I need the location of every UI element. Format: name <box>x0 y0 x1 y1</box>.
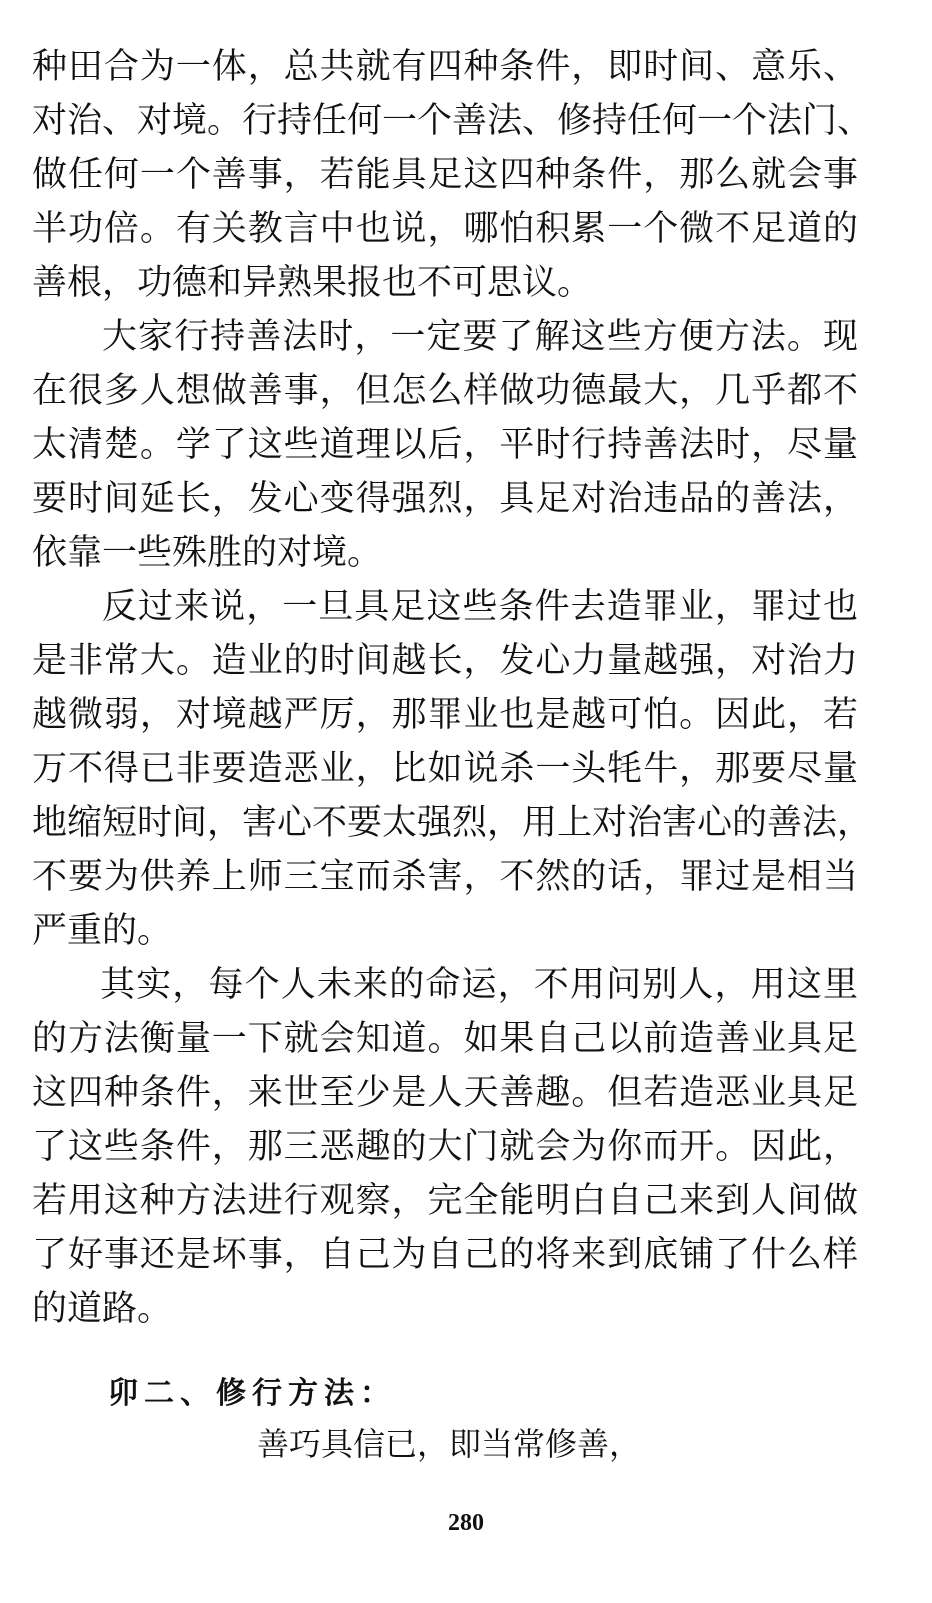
text-line: 严重的。 <box>32 911 173 951</box>
text-line: 其实，每个人未来的命运，不用问别人，用这里 <box>100 965 858 1005</box>
text-line: 的方法衡量一下就会知道。如果自己以前造善业具足 <box>32 1019 858 1059</box>
text-line: 太清楚。学了这些道理以后，平时行持善法时，尽量 <box>32 425 858 465</box>
verse-line: 善巧具信已，即当常修善， <box>257 1425 642 1463</box>
section-heading: 卯二、修行方法： <box>108 1376 396 1411</box>
text-line: 是非常大。造业的时间越长，发心力量越强，对治力 <box>32 641 858 681</box>
text-line: 善根，功德和异熟果报也不可思议。 <box>32 263 593 303</box>
text-line: 对治、对境。行持任何一个善法、修持任何一个法门、 <box>32 101 873 141</box>
text-line: 若用这种方法进行观察，完全能明白自己来到人间做 <box>32 1181 858 1221</box>
text-line: 种田合为一体，总共就有四种条件，即时间、意乐、 <box>32 47 858 87</box>
text-line: 越微弱，对境越严厉，那罪业也是越可怕。因此，若 <box>32 695 858 735</box>
text-line: 这四种条件，来世至少是人天善趣。但若造恶业具足 <box>32 1073 858 1113</box>
text-line: 在很多人想做善事，但怎么样做功德最大，几乎都不 <box>32 371 858 411</box>
paragraph-2 <box>32 310 858 580</box>
text-line: 不要为供养上师三宝而杀害，不然的话，罪过是相当 <box>32 857 858 897</box>
text-line: 了这些条件，那三恶趣的大门就会为你而开。因此， <box>32 1127 858 1167</box>
text-line: 万不得已非要造恶业，比如说杀一头牦牛，那要尽量 <box>32 749 858 789</box>
paragraph-1 <box>32 40 873 310</box>
text-line: 地缩短时间，害心不要太强烈，用上对治害心的善法， <box>32 803 873 843</box>
page-number: 280 <box>448 1510 484 1536</box>
text-line: 半功倍。有关教言中也说，哪怕积累一个微不足道的 <box>32 209 858 249</box>
body-text <box>32 40 873 1336</box>
text-line: 了好事还是坏事，自己为自己的将来到底铺了什么样 <box>32 1235 858 1275</box>
text-line: 大家行持善法时，一定要了解这些方便方法。现 <box>102 317 858 357</box>
text-line: 反过来说，一旦具足这些条件去造罪业，罪过也 <box>102 587 858 627</box>
text-line: 依靠一些殊胜的对境。 <box>32 533 383 573</box>
paragraph-4 <box>32 958 858 1336</box>
paragraph-3 <box>32 580 873 958</box>
text-line: 的道路。 <box>32 1289 173 1329</box>
text-line: 做任何一个善事，若能具足这四种条件，那么就会事 <box>32 155 858 195</box>
text-line: 要时间延长，发心变得强烈，具足对治违品的善法， <box>32 479 858 519</box>
